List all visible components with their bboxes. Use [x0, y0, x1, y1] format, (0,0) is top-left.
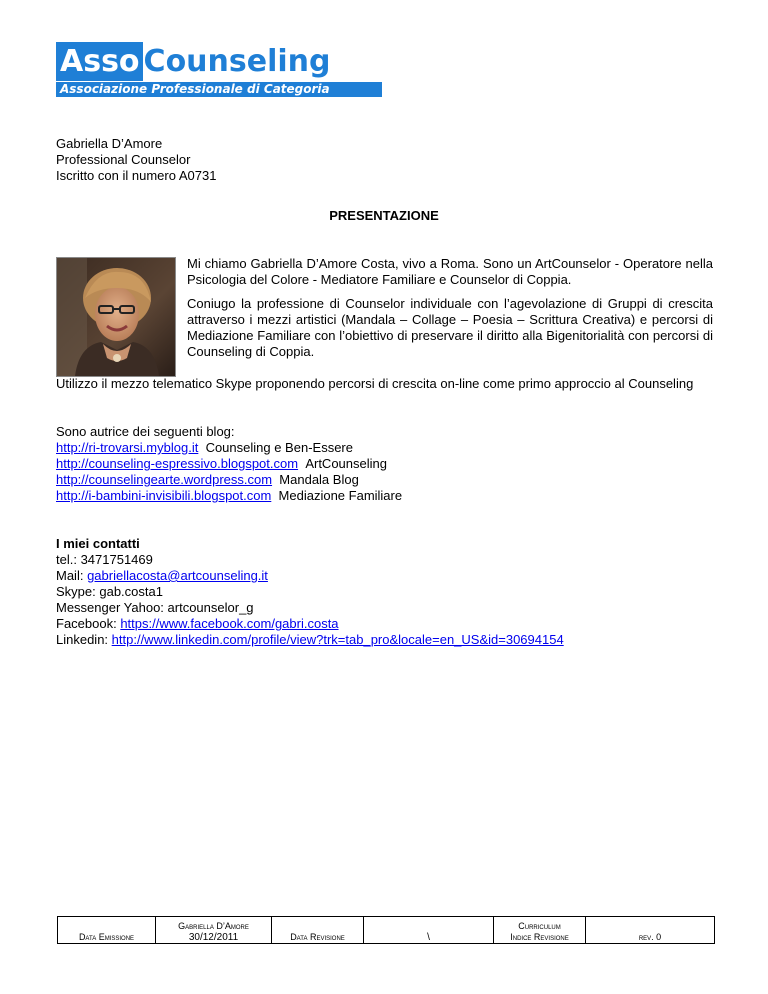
mail-link[interactable]: gabriellacosta@artcounseling.it	[87, 568, 268, 583]
author-role: Professional Counselor	[56, 152, 191, 167]
curriculum-cell	[494, 917, 586, 944]
contact-skype: Skype: gab.costa1	[56, 584, 163, 599]
intro-paragraph-2: Coniugo la professione di Counselor individuale con l’agevolazione di Gruppi di crescita attraverso i mezzi artistici (Mandala – Collage – Poesia – Scrittura Creativa) e percorsi di Mediazione Familiare con l’obiettivo di preservare il diritto alla Bigenitorialità con percorsi di Counseling di Coppia.	[187, 296, 713, 359]
author-name: Gabriella D’Amore	[56, 136, 163, 151]
section-title: PRESENTAZIONE	[329, 208, 439, 223]
blog-desc: Counseling e Ben-Essere	[205, 440, 353, 455]
rev-value: rev. 0	[586, 917, 715, 944]
footer-author: Gabriella D’Amore	[178, 921, 249, 931]
linkedin-link[interactable]: http://www.linkedin.com/profile/view?trk=tab_pro&locale=en_US&id=30694154	[111, 632, 564, 647]
facebook-link[interactable]: https://www.facebook.com/gabri.costa	[120, 616, 339, 631]
logo-counseling-text: Counseling	[143, 44, 331, 79]
footer-doc-type: Curriculum	[518, 921, 561, 931]
blog-link[interactable]: http://counselingearte.wordpress.com	[56, 472, 273, 487]
contact-linkedin	[56, 632, 564, 648]
author-date-cell	[156, 917, 272, 944]
blog-item	[56, 456, 387, 472]
contact-facebook	[56, 616, 339, 632]
contacts-heading: I miei contatti	[56, 536, 140, 551]
logo-subtitle: Associazione Professionale di Categoria	[56, 82, 382, 97]
blog-desc: Mediazione Familiare	[278, 488, 403, 503]
contact-mail	[56, 568, 268, 584]
contact-tel: tel.: 3471751469	[56, 552, 153, 567]
blog-link[interactable]: http://i-bambini-invisibili.blogspot.com	[56, 488, 272, 503]
linkedin-label: Linkedin:	[56, 632, 112, 647]
blog-link[interactable]: http://ri-trovarsi.myblog.it	[56, 440, 199, 455]
blog-desc: ArtCounseling	[305, 456, 387, 471]
data-emissione-label: Data Emissione	[58, 917, 156, 944]
profile-photo	[56, 257, 176, 377]
blog-item	[56, 488, 402, 504]
indice-revisione-label: Indice Revisione	[510, 932, 569, 942]
assocounseling-logo	[56, 42, 382, 97]
portrait-image-icon	[57, 258, 175, 376]
footer-table	[57, 916, 715, 944]
logo-asso-text: Asso	[56, 42, 143, 81]
facebook-label: Facebook:	[56, 616, 121, 631]
blog-link[interactable]: http://counseling-espressivo.blogspot.com	[56, 456, 299, 471]
blog-item	[56, 472, 359, 488]
blog-item	[56, 440, 353, 456]
data-revisione-label: Data Revisione	[272, 917, 364, 944]
revisione-value: \	[364, 917, 494, 944]
blogs-heading: Sono autrice dei seguenti blog:	[56, 424, 235, 439]
intro-paragraph-3: Utilizzo il mezzo telematico Skype proponendo percorsi di crescita on-line come primo approccio al Counseling	[56, 376, 694, 391]
mail-label: Mail:	[56, 568, 88, 583]
blog-desc: Mandala Blog	[279, 472, 359, 487]
footer-date: 30/12/2011	[188, 932, 239, 943]
author-registration: Iscritto con il numero A0731	[56, 168, 217, 183]
contact-yahoo: Messenger Yahoo: artcounselor_g	[56, 600, 254, 615]
intro-paragraph-1: Mi chiamo Gabriella D’Amore Costa, vivo a Roma. Sono un ArtCounselor - Operatore nella Psicologia del Colore - Mediatore Familiare e Counselor di Coppia.	[187, 256, 713, 287]
